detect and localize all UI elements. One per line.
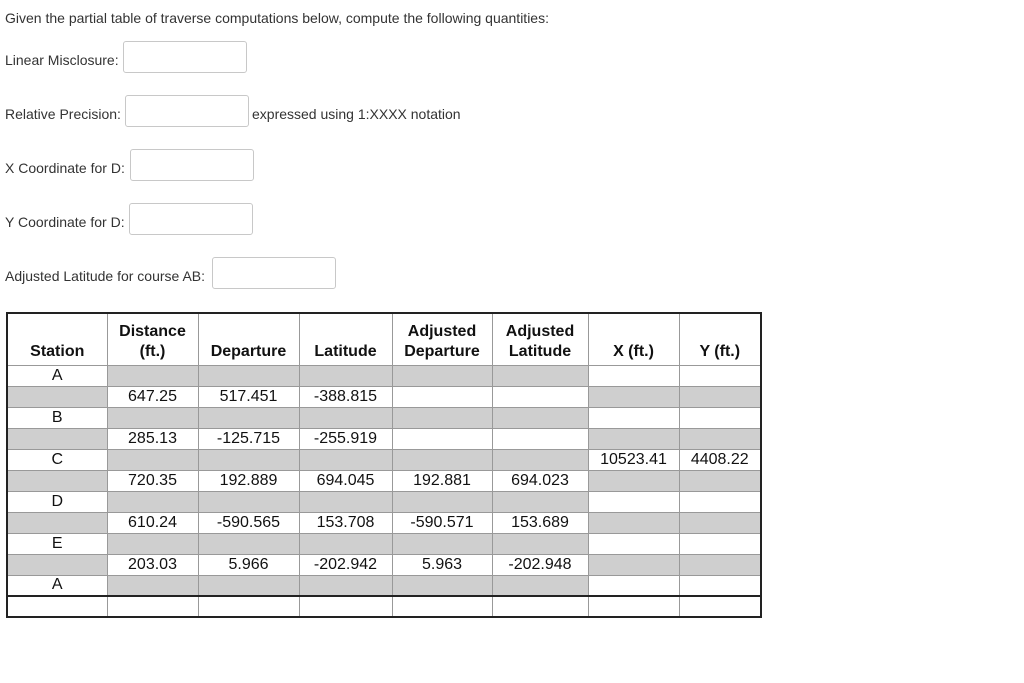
table-cell <box>107 407 198 428</box>
y-coordinate-d-input[interactable] <box>129 203 253 235</box>
table-cell <box>299 596 392 617</box>
adjusted-latitude-cell: 694.023 <box>492 470 588 491</box>
x-cell: 10523.41 <box>588 449 679 470</box>
x-cell <box>588 533 679 554</box>
table-cell <box>679 428 761 449</box>
table-cell <box>198 533 299 554</box>
x-coordinate-d-label: X Coordinate for D: <box>5 160 125 176</box>
table-cell <box>679 596 761 617</box>
table-cell <box>198 575 299 596</box>
station-row <box>7 407 761 428</box>
table-cell <box>7 596 107 617</box>
table-cell <box>299 575 392 596</box>
table-cell <box>7 428 107 449</box>
departure-cell: -590.565 <box>198 512 299 533</box>
adjusted-latitude-cell: -202.948 <box>492 554 588 575</box>
course-row <box>7 554 761 575</box>
course-row <box>7 512 761 533</box>
header-distance: Distance (ft.) <box>107 313 198 365</box>
table-cell <box>392 365 492 386</box>
y-cell <box>679 365 761 386</box>
notation-note: expressed using 1:XXXX notation <box>252 106 461 122</box>
totals-row <box>7 596 761 617</box>
table-cell <box>198 491 299 512</box>
table-cell <box>107 449 198 470</box>
table-cell <box>299 491 392 512</box>
header-latitude: Latitude <box>299 313 392 365</box>
adjusted-latitude-cell: 153.689 <box>492 512 588 533</box>
relative-precision-label: Relative Precision: <box>5 106 121 122</box>
table-cell <box>7 512 107 533</box>
adjusted-latitude-ab-label: Adjusted Latitude for course AB: <box>5 268 206 284</box>
table-cell <box>492 575 588 596</box>
distance-cell: 647.25 <box>107 386 198 407</box>
table-cell <box>492 533 588 554</box>
distance-cell: 203.03 <box>107 554 198 575</box>
latitude-cell: -255.919 <box>299 428 392 449</box>
table-cell <box>107 575 198 596</box>
station-label: C <box>7 449 107 470</box>
linear-misclosure-input[interactable] <box>123 41 247 73</box>
y-cell <box>679 575 761 596</box>
y-coordinate-d-label: Y Coordinate for D: <box>5 214 125 230</box>
table-cell <box>299 449 392 470</box>
table-cell <box>7 470 107 491</box>
table-cell <box>679 554 761 575</box>
y-cell: 4408.22 <box>679 449 761 470</box>
table-cell <box>198 596 299 617</box>
station-row <box>7 575 761 596</box>
latitude-cell: -388.815 <box>299 386 392 407</box>
table-cell <box>107 533 198 554</box>
table-cell <box>679 470 761 491</box>
table-cell <box>198 407 299 428</box>
x-cell <box>588 365 679 386</box>
station-row <box>7 491 761 512</box>
table-cell <box>392 575 492 596</box>
table-cell <box>299 533 392 554</box>
departure-cell: 192.889 <box>198 470 299 491</box>
table-cell <box>588 386 679 407</box>
station-label: E <box>7 533 107 554</box>
table-cell <box>588 596 679 617</box>
table-cell <box>392 596 492 617</box>
latitude-cell: -202.942 <box>299 554 392 575</box>
table-cell <box>299 365 392 386</box>
departure-cell: 5.966 <box>198 554 299 575</box>
station-label: B <box>7 407 107 428</box>
header-departure: Departure <box>198 313 299 365</box>
adjusted-latitude-cell <box>492 428 588 449</box>
header-adjusted-latitude: Adjusted Latitude <box>492 313 588 365</box>
table-cell <box>107 365 198 386</box>
header-x: X (ft.) <box>588 313 679 365</box>
x-cell <box>588 491 679 512</box>
x-cell <box>588 575 679 596</box>
table-cell <box>679 512 761 533</box>
distance-cell: 285.13 <box>107 428 198 449</box>
table-cell <box>588 428 679 449</box>
distance-cell: 610.24 <box>107 512 198 533</box>
latitude-cell: 153.708 <box>299 512 392 533</box>
adjusted-latitude-cell <box>492 386 588 407</box>
table-cell <box>492 449 588 470</box>
adjusted-departure-cell <box>392 386 492 407</box>
table-cell <box>588 512 679 533</box>
table-cell <box>107 596 198 617</box>
course-row <box>7 470 761 491</box>
table-cell <box>392 491 492 512</box>
y-cell <box>679 407 761 428</box>
x-cell <box>588 407 679 428</box>
table-cell <box>198 449 299 470</box>
x-coordinate-d-input[interactable] <box>130 149 254 181</box>
station-row <box>7 365 761 386</box>
table-cell <box>7 554 107 575</box>
course-row <box>7 386 761 407</box>
departure-cell: 517.451 <box>198 386 299 407</box>
table-cell <box>107 491 198 512</box>
station-label: A <box>7 575 107 596</box>
relative-precision-input[interactable] <box>125 95 249 127</box>
adjusted-departure-cell: 192.881 <box>392 470 492 491</box>
traverse-table <box>6 312 762 618</box>
table-cell <box>392 407 492 428</box>
header-y: Y (ft.) <box>679 313 761 365</box>
linear-misclosure-label: Linear Misclosure: <box>5 52 119 68</box>
adjusted-departure-cell: 5.963 <box>392 554 492 575</box>
station-row <box>7 449 761 470</box>
header-row <box>7 313 761 365</box>
station-row <box>7 533 761 554</box>
adjusted-departure-cell <box>392 428 492 449</box>
header-adjusted-departure: Adjusted Departure <box>392 313 492 365</box>
course-row <box>7 428 761 449</box>
table-cell <box>198 365 299 386</box>
station-label: A <box>7 365 107 386</box>
table-cell <box>492 596 588 617</box>
header-station: Station <box>7 313 107 365</box>
distance-cell: 720.35 <box>107 470 198 491</box>
table-cell <box>299 407 392 428</box>
table-cell <box>392 533 492 554</box>
table-cell <box>679 386 761 407</box>
y-cell <box>679 491 761 512</box>
table-cell <box>588 470 679 491</box>
y-cell <box>679 533 761 554</box>
table-cell <box>492 365 588 386</box>
latitude-cell: 694.045 <box>299 470 392 491</box>
adjusted-latitude-ab-input[interactable] <box>212 257 336 289</box>
table-cell <box>492 407 588 428</box>
table-cell <box>392 449 492 470</box>
table-cell <box>588 554 679 575</box>
question-prompt: Given the partial table of traverse computations below, compute the following quantities: <box>5 10 549 26</box>
table-cell <box>492 491 588 512</box>
adjusted-departure-cell: -590.571 <box>392 512 492 533</box>
table-cell <box>7 386 107 407</box>
station-label: D <box>7 491 107 512</box>
departure-cell: -125.715 <box>198 428 299 449</box>
